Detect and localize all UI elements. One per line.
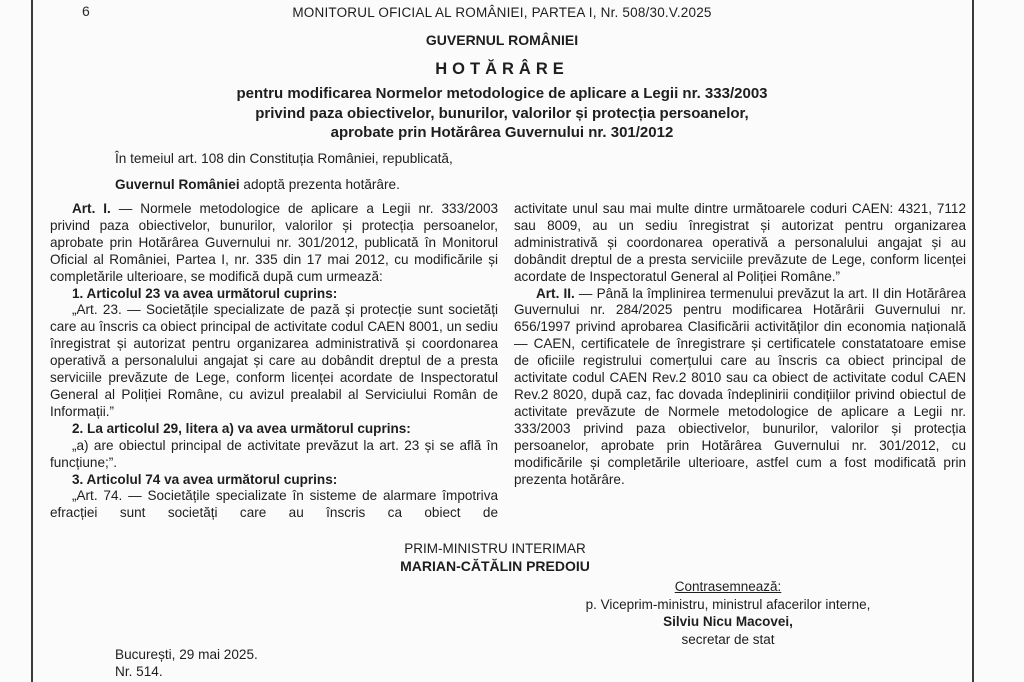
issuer-title: GUVERNUL ROMÂNIEI <box>425 32 579 48</box>
footer-place-date: București, 29 mai 2025. <box>115 647 258 662</box>
right-page-rule <box>972 0 974 682</box>
footer-act-number: Nr. 514. <box>115 664 163 679</box>
act-type-title: HOTĂRÂRE <box>435 60 569 78</box>
point-2-heading: 2. La articolul 29, litera a) va avea următorul cuprins: <box>72 420 411 436</box>
pm-signature-block <box>0 541 990 574</box>
countersign-position: secretar de stat <box>681 631 775 647</box>
adoption-lead: Guvernul României <box>115 177 240 192</box>
footer-block <box>115 646 258 680</box>
adoption-rest: adoptă prezenta hotărâre. <box>239 177 400 192</box>
art-74-continuation: activitate unul sau mai multe dintre următoarele coduri CAEN: 4321, 7112 sau 8009, au un sediu înregistrat și autorizat pentru organizarea administrativă și coordonarea operativă a personalului angajat și au dobândit dreptul de a presta serviciile prevăzute de Lege, conform licenței acordate de Inspectoratul General al Poliției Române.” <box>514 201 966 284</box>
journal-header: MONITORUL OFICIAL AL ROMÂNIEI, PARTEA I, Nr. 508/30.V.2025 <box>292 5 712 20</box>
pm-name: MARIAN-CĂTĂLIN PREDOIU <box>400 557 590 574</box>
pm-title: PRIM-MINISTRU INTERIMAR <box>404 541 586 556</box>
countersign-heading: Contrasemnează: <box>674 579 782 594</box>
act-title <box>32 84 972 143</box>
art-23-quote: „Art. 23. — Societățile specializate de pază și protecție sunt societăți care au înscris ca obiect principal de activitate codul CAEN 8001, un sediu înregistrat și autorizat pentru organizarea administrativă și coordonarea operativă a personalului angajat și care au dobândit dreptul de a presta serviciile prevăzute de Lege, conform licenței acordate de Inspectoratul General al Poliției Române, cu avizul prealabil al Serviciului Român de Informații.” <box>50 302 498 419</box>
adoption-clause <box>115 177 400 192</box>
act-title-line-1: pentru modificarea Normelor metodologice de aplicare a Legii nr. 333/2003 <box>236 85 768 102</box>
act-title-line-2: privind paza obiectivelor, bunurilor, valorilor și protecția persoanelor, <box>255 104 749 122</box>
art-1-lead: Art. I. <box>72 201 111 216</box>
art-2-text: — Până la împlinirea termenului prevăzut la art. II din Hotărârea Guvernului nr. 284/2025 pentru modificarea Hotărârii Guvernului nr. 656/1997 privind aprobarea Clasificării activităților din economia națională — CAEN, certificatele de înregistrare și certificatele constatatoare emise de oficiile registrului comerțului care au înscris ca obiect principal de activitate codul CAEN Rev.2 8010 sau ca obiect de activitate codul CAEN Rev.2 8020, după caz, fac dovada îndeplinirii condițiilor privind obiectul de activitate prevăzute de Normele metodologice de aplicare a Legii nr. 333/2003 privind paza obiectivelor, bunurilor, valorilor și protecția persoanelor, aprobate prin Hotărârea Guvernului nr. 301/2012, cu modificările și completările ulterioare, astfel cum a fost modificată prin prezenta hotărâre. <box>514 285 966 487</box>
preamble: În temeiul art. 108 din Constituția României, republicată, <box>115 151 453 166</box>
countersign-role: p. Viceprim-ministru, ministrul afacerilor interne, <box>585 596 871 612</box>
art-2-lead: Art. II. <box>536 285 575 301</box>
right-column <box>514 201 966 546</box>
page-number: 6 <box>82 3 90 19</box>
art-1-paragraph <box>50 201 498 286</box>
art-74-quote: „Art. 74. — Societățile specializate în sisteme de alarmare împotriva efracției sunt societăți care au înscris ca obiect de <box>50 488 498 521</box>
countersign-name: Silviu Nicu Macovei, <box>663 614 793 629</box>
point-1-heading: 1. Articolul 23 va avea următorul cuprins: <box>72 285 338 301</box>
left-column <box>50 201 498 546</box>
act-title-line-3: aprobate prin Hotărârea Guvernului nr. 301/2012 <box>330 124 674 141</box>
countersign-block <box>508 578 948 648</box>
art-1-text: — Normele metodologice de aplicare a Legii nr. 333/2003 privind paza obiectivelor, bunurilor, valorilor și protecția persoanelor, aprobate prin Hotărârea Guvernului nr. 301/2012, publicată în Monitorul Oficial al României, Partea I, nr. 335 din 17 mai 2012, cu modificările și completările ulterioare, se modifică după cum urmează: <box>50 201 498 284</box>
art-2-paragraph <box>514 286 966 489</box>
letter-a-quote: „a) are obiectul principal de activitate prevăzut la art. 23 și se află în funcțiune;”. <box>50 437 498 470</box>
point-3-heading: 3. Articolul 74 va avea următorul cuprins: <box>72 471 338 487</box>
